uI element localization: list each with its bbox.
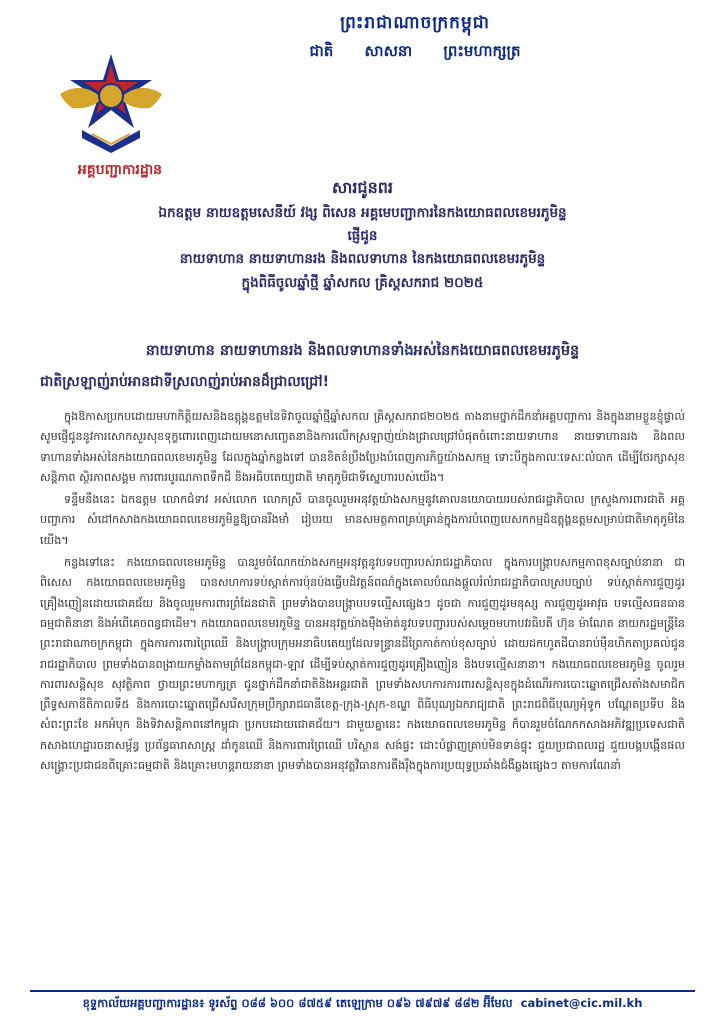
addressee-heading: នាយទាហាន នាយទាហានរង និងពលទាហានទាំងអស់នៃកងយោធពលខេមរភូមិន្ទ: [145, 343, 580, 359]
footer-divider: [30, 990, 695, 992]
military-eagle-emblem-icon: [52, 50, 170, 155]
national-motto: ជាតិ សាសនា ព្រះមហាក្សត្រ: [309, 42, 521, 60]
footer: [30, 996, 695, 1013]
occasion-line: ក្នុងពិធីចូលឆ្នាំថ្មី ឆ្នាំសកល គ្រិស្តសករាជ ២០២៥: [241, 275, 484, 291]
recipients-line: នាយទាហាន នាយទាហានរង និងពលទាហាន នៃកងយោធពលខេមរភូមិន្ទ: [179, 251, 546, 267]
sender-line: ឯកឧត្តម នាយឧត្តមសេនីយ៍ វង្ស ពិសេន អគ្គមេបញ្ជាការនៃកងយោធពលខេមរភូមិន្ទ: [158, 205, 567, 221]
paragraph: កន្លងទៅនេះ កងយោធពលខេមរភូមិន្ទ បានរួមចំណែកយ៉ាងសកម្មអនុវត្តនូវបទបញ្ជារបស់រាជរដ្ឋាភិបាល ក្នុងការបង្ក្រាបសកម្មភាពខុសច្បាប់នានា ជាពិសេស កងយោធពលខេមរភូមិន្ទ បានសហការទប់ស្កាត់ការប៉ុនប៉ងធ្វើបដិវត្តន៍ពណ៌ក្នុងគោលបំណងផ្តួលរំលំរាជរដ្ឋាភិបាលស្របច្បាប់ ទប់ស្កាត់ការជួញដូរគ្រឿងញៀនដោយជោគជ័យ និងចូលរួមការពារព្រំដែនជាតិ ព្រមទាំងបានបង្ក្រាបបទល្មើសផ្សេងៗ ដូចជា ការជួញដូរមនុស្ស ការជួញដូរអាវុធ បទល្មើសធនធានធម្មជាតិនានា និងអំពើគេចពន្ធជាដើម។ កងយោធពលខេមរភូមិន្ទ បានអនុវត្តយ៉ាងម៉ឺងម៉ាត់នូវបទបញ្ជារបស់សម្តេចមហាបវរធិបតី ហ៊ុន ម៉ាណែត នាយករដ្ឋមន្ត្រីនៃព្រះរាជាណាចក្រកម្ពុជា ក្នុងការការពារព្រៃឈើ និងបង្ក្រាបក្រុមអនាធិបតេយ្យដែលទន្ទ្រានដីព្រៃកាត់កាប់ខុសច្បាប់ ដោយដកហូតដីបានរាប់ម៉ឺនហិកតាប្រគល់ជូនរាជរដ្ឋាភិបាល ព្រមទាំងបានពង្រាយកម្លាំងតាមព្រំដែនកម្ពុជា-ឡាវ ដើម្បីទប់ស្កាត់ការជួញដូរគ្រឿងញៀន និងបទល្មើសនានា។ កងយោធពលខេមរភូមិន្ទ ចូលរួមការពារសន្តិសុខ សុវត្ថិភាព ថ្វាយព្រះមហាក្សត្រ ជូនថ្នាក់ដឹកនាំជាតិនិងអន្តរជាតិ ព្រមទាំងសហការការពារសន្តិសុខក្នុងដំណើរការបោះឆ្នោតជ្រើសតាំងសមាជិកព្រឹទ្ធសភានីតិកាលទី៥ និងការបោះឆ្នោតជ្រើសរើសក្រុមប្រឹក្សារាជធានីខេត្ត-ក្រុង-ស្រុក-ខណ្ឌ ពិធីបុណ្យឯករាជ្យជាតិ ព្រះរាជពិធីបុណ្យអុំទូក បណ្តែតប្រទីប និងសំពះព្រះខែ អកអំបុក និងទិវាសន្តិភាពនៅកម្ពុជា ប្រកបដោយជោគជ័យ។ ជាមួយគ្នានេះ កងយោធពលខេមរភូមិន្ទ ក៏បានរួមចំណែកកសាងអភិវឌ្ឍប្រទេសជាតិ កសាងហេដ្ឋារចនាសម្ព័ន្ធ ប្រព័ន្ធធារាសាស្ត្រ ដាំកូនឈើ និងការពារព្រៃឈើ បរិស្ថាន សង់ផ្ទះ ដោះបំផ្លាញគ្រាប់មិនទាន់ផ្ទុះ ជួយប្រជាពលរដ្ឋ ជួយបង្កបង្កើនផល សង្គ្រោះប្រជាជនពីគ្រោះធម្មជាតិ និងគ្រោះមហន្តរាយនានា ព្រមទាំងបានអនុវត្តវិធានការតឹងរ៉ឹងក្នុងការប្រយុទ្ធប្រឆាំងជំងឺឆ្លងផ្សេងៗ តាមការណែនាំ: [40, 556, 685, 773]
salutation: ជាតិស្រឡាញ់រាប់អានជាទីស្រលាញ់រាប់អានដ៏ជ្រាលជ្រៅ!: [40, 374, 329, 390]
document-title: សារជូនពរ: [332, 178, 393, 197]
sent-to-line: ផ្ញើជូន: [347, 228, 378, 244]
footer-contact: ខុទ្ទកាល័យអគ្គបញ្ជាការដ្ឋាន៖ ទូរស័ព្ទ ០៨៨ ៦០០ ៨៧៥៩ តេឡេក្រាម ០៩៦ ៧៩៧៩ ៨៨២ អ៊ីមែល: [82, 996, 513, 1010]
org-label: អគ្គបញ្ជាការដ្ឋាន: [77, 162, 163, 178]
title-block: [0, 175, 725, 295]
footer-email[interactable]: cabinet@cic.mil.kh: [520, 996, 643, 1010]
paragraph: ក្នុងឱកាសប្រកបដោយមហាកិត្តិយសនិងឧត្តុង្គឧត្តមនៃទិវាចូលឆ្នាំថ្មីឆ្នាំសកល គ្រិស្តសករាជ២០២៥ តាងនាមថ្នាក់ដឹកនាំអគ្គបញ្ជាការ និងក្នុងនាមខ្លួនខ្ញុំផ្ទាល់ សូមផ្ញើជូននូវការសោកសួរសុខទុក្ខពោរពេញដោយមនោសញ្ចេតនានិងការលើកស្រឡាញ់យ៉ាងជ្រាលជ្រៅបំផុតចំពោះនាយទាហាន នាយទាហានរង និងពលទាហានទាំងអស់នៃកងយោធពលខេមរភូមិន្ទ ដែលក្នុងឆ្នាំកន្លងទៅ បានខិតខំប្រឹងប្រែងបំពេញភារកិច្ចយ៉ាងសកម្ម ទោះបីក្នុងកាលៈទេសៈលំបាក ដើម្បីថែរក្សាសុខសន្តិភាព ស្ថិរភាពសង្គម ការពារបូរណភាពទឹកដី និងអធិបតេយ្យជាតិ មាតុភូមិជាទីស្នេហារបស់យើង។: [40, 410, 685, 484]
kingdom-heading: ព្រះរាជាណាចក្រកម្ពុជា: [340, 13, 490, 33]
letter-body: [40, 407, 685, 778]
paragraph: ទន្ទឹមនឹងនេះ ឯកឧត្តម លោកជំទាវ អស់លោក លោកស្រី បានចូលរួមអនុវត្តយ៉ាងសកម្មនូវគោលនយោបាយរបស់រាជរដ្ឋាភិបាល ក្រសួងការពារជាតិ អគ្គបញ្ជាការ សំដៅកសាងកងយោធពលខេមរភូមិន្ទឱ្យបានរឹងមាំ រៀបរយ មានសមត្ថភាពគ្រប់គ្រាន់ក្នុងការបំពេញបេសកកម្មដ៏ឧត្តុង្គឧត្តមសម្រាប់ជាតិមាតុភូមិនៃយើង។: [40, 493, 685, 547]
